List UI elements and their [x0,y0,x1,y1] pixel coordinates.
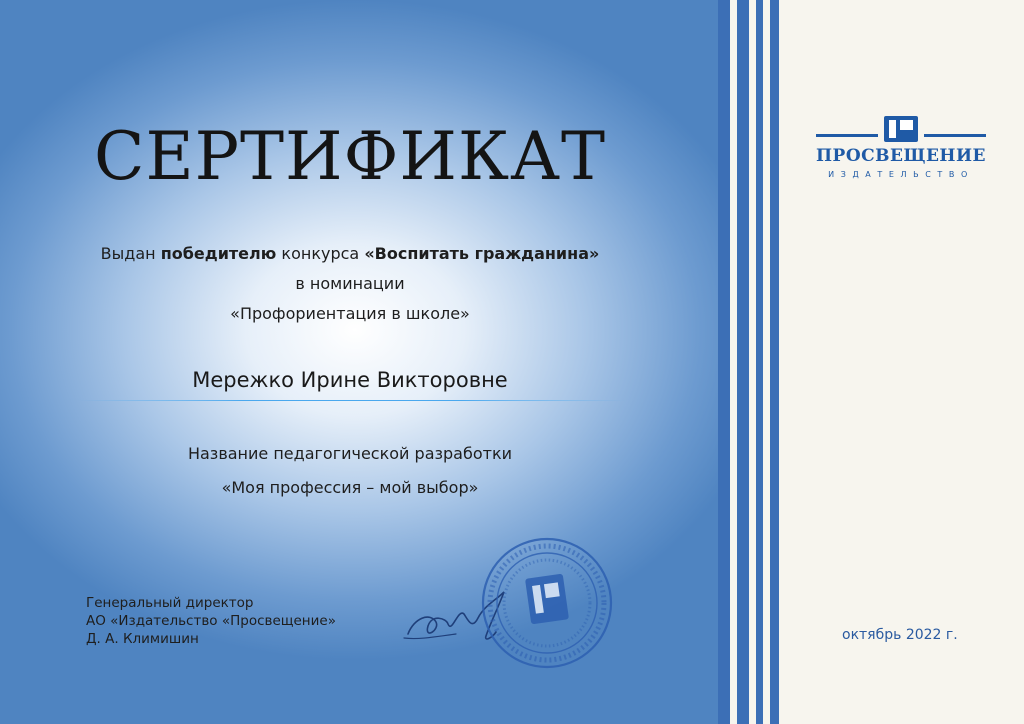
publisher-seal-icon [476,532,618,674]
logo-bar-right [924,134,986,137]
issued-contest-word: конкурса [281,244,360,263]
issued-winner: победителю [160,244,277,263]
issued-line [20,244,680,263]
stripe [756,0,763,724]
nomination-name: «Профориентация в школе» [230,304,470,323]
recipient-name: Мережко Ирине Викторовне [192,368,508,392]
director-block [86,594,336,648]
contest-name: «Воспитать гражданина» [364,244,600,263]
certificate-title: СЕРТИФИКАТ [93,118,607,195]
stripe [718,0,730,724]
stripe [770,0,779,724]
issued-prefix: Выдан [100,244,156,263]
certificate-date: октябрь 2022 г. [842,627,958,643]
director-company: АО «Издательство «Просвещение» [86,613,336,629]
logo-bar-left [816,134,878,137]
logo-subtitle: ИЗДАТЕЛЬСТВО [828,170,974,179]
recipient-divider [78,400,626,401]
development-name: «Моя профессия – мой выбор» [221,478,479,497]
director-name: Д. А. Климишин [86,631,199,647]
development-label: Название педагогической разработки [187,444,513,463]
nomination-intro: в номинации [295,274,405,293]
stripe [737,0,749,724]
prosveshchenie-logo-icon [884,116,918,142]
logo-name: ПРОСВЕЩЕНИЕ [815,146,987,166]
director-title: Генеральный директор [86,595,254,611]
